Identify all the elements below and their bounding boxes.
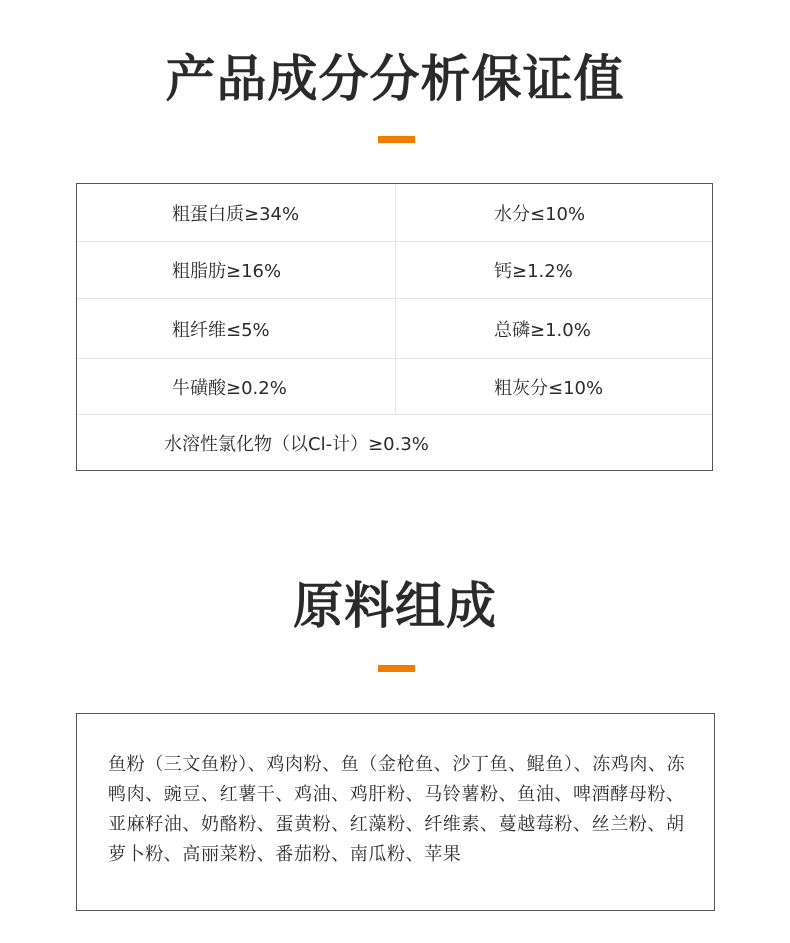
analysis-row — [77, 359, 712, 415]
analysis-table — [76, 183, 713, 471]
ingredients-box — [76, 713, 715, 911]
analysis-cell-crude-protein: 粗蛋白质≥34% — [172, 203, 300, 225]
analysis-cell-crude-ash: 粗灰分≤10% — [395, 359, 712, 414]
analysis-cell-calcium: 钙≥1.2% — [395, 242, 712, 298]
analysis-cell-chloride: 水溶性氯化物（以Cl-计）≥0.3% — [164, 433, 429, 455]
analysis-row — [77, 184, 712, 242]
analysis-title: 产品成分分析保证值 — [165, 50, 625, 108]
analysis-accent-bar — [378, 136, 415, 143]
analysis-cell-taurine: 牛磺酸≥0.2% — [172, 377, 287, 399]
ingredients-title: 原料组成 — [293, 577, 497, 635]
analysis-row — [77, 242, 712, 299]
analysis-cell-crude-fiber: 粗纤维≤5% — [172, 319, 270, 341]
ingredients-accent-bar — [378, 665, 415, 672]
analysis-cell-phosphorus: 总磷≥1.0% — [395, 299, 712, 358]
analysis-row — [77, 299, 712, 359]
analysis-row-full — [77, 415, 712, 470]
analysis-cell-crude-fat: 粗脂肪≥16% — [172, 261, 282, 282]
analysis-cell-moisture: 水分≤10% — [395, 184, 712, 241]
ingredients-text: 鱼粉（三文鱼粉）、鸡肉粉、鱼（金枪鱼、沙丁鱼、鲲鱼）、冻鸡肉、冻鸭肉、豌豆、红薯干、鸡油、鸡肝粉、马铃薯粉、鱼油、啤酒酵母粉、亚麻籽油、奶酪粉、蛋黄粉、红藻粉、纤维素、蔓越莓粉、丝兰粉、胡萝卜粉、高丽菜粉、番茄粉、南瓜粉、苹果 — [108, 754, 686, 865]
